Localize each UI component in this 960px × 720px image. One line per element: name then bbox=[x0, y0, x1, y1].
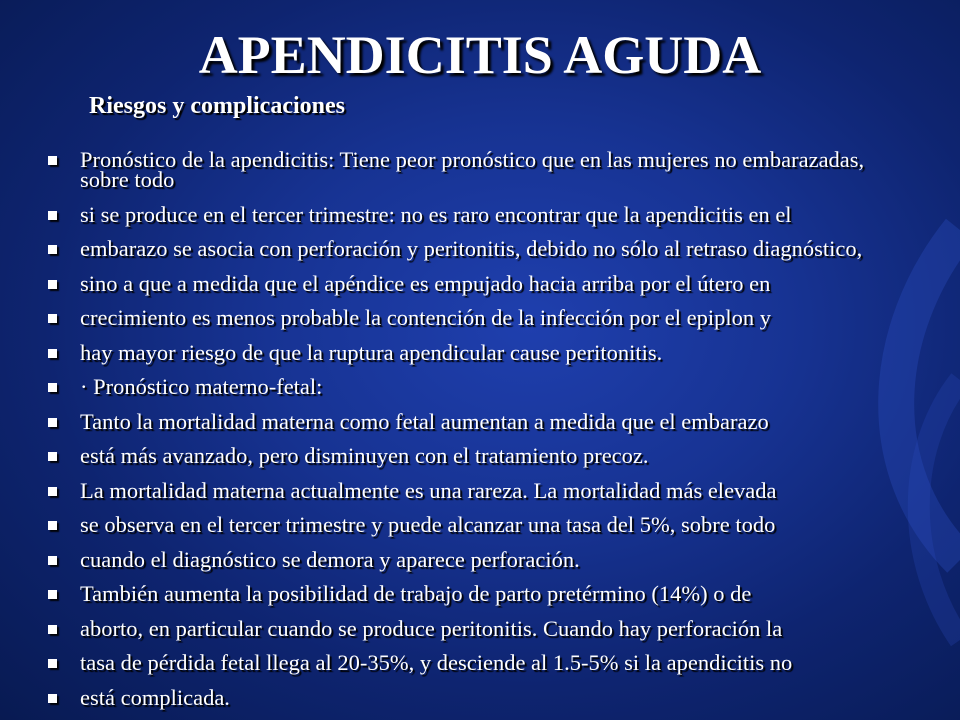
bullet-item bbox=[0, 408, 900, 434]
bullet-item bbox=[0, 443, 900, 468]
bullet-item bbox=[0, 650, 900, 675]
square-bullet-icon bbox=[48, 625, 57, 634]
bullet-text: También aumenta la posibilidad de trabajo de parto pretérmino (14%) o de bbox=[80, 581, 752, 606]
bullet-text: si se produce en el tercer trimestre: no es raro encontrar que la apendicitis en el bbox=[80, 201, 792, 227]
square-bullet-icon bbox=[48, 418, 57, 427]
slide-title: APENDICITIS AGUDA bbox=[198, 25, 762, 85]
bullet-text: embarazo se asocia con perforación y peritonitis, debido no sólo al retraso diagnóstico, bbox=[80, 236, 863, 261]
bullet-item bbox=[0, 615, 900, 641]
square-bullet-icon bbox=[48, 521, 57, 530]
bullet-item bbox=[0, 270, 900, 296]
bullet-item bbox=[0, 147, 900, 192]
bullet-text: está complicada. bbox=[80, 684, 230, 710]
bullet-text: · Pronóstico materno-fetal: bbox=[80, 374, 323, 399]
square-bullet-icon bbox=[48, 349, 57, 358]
square-bullet-icon bbox=[48, 245, 57, 254]
bullet-item bbox=[0, 477, 900, 503]
square-bullet-icon bbox=[48, 314, 57, 323]
square-bullet-icon bbox=[48, 556, 57, 565]
bullet-list bbox=[0, 147, 900, 720]
square-bullet-icon bbox=[48, 590, 57, 599]
bullet-item bbox=[0, 684, 900, 710]
square-bullet-icon bbox=[48, 280, 57, 289]
bullet-text: cuando el diagnóstico se demora y aparece perforación. bbox=[80, 546, 580, 572]
square-bullet-icon bbox=[48, 659, 57, 668]
bullet-text: crecimiento es menos probable la contención de la infección por el epiplon y bbox=[80, 305, 771, 330]
bullet-text: aborto, en particular cuando se produce peritonitis. Cuando hay perforación la bbox=[80, 615, 783, 641]
bullet-item bbox=[0, 581, 900, 606]
bullet-text: Tanto la mortalidad materna como fetal aumentan a medida que el embarazo bbox=[80, 408, 769, 434]
bullet-item bbox=[0, 305, 900, 330]
bullet-item bbox=[0, 512, 900, 537]
bullet-item bbox=[0, 339, 900, 365]
bullet-text: hay mayor riesgo de que la ruptura apendicular cause peritonitis. bbox=[80, 339, 663, 365]
square-bullet-icon bbox=[48, 452, 57, 461]
bullet-text: tasa de pérdida fetal llega al 20-35%, y desciende al 1.5-5% si la apendicitis no bbox=[80, 650, 793, 675]
slide-subtitle: Riesgos y complicaciones bbox=[89, 93, 345, 119]
bullet-item bbox=[0, 546, 900, 572]
square-bullet-icon bbox=[48, 211, 57, 220]
bullet-text: se observa en el tercer trimestre y puede alcanzar una tasa del 5%, sobre todo bbox=[80, 512, 776, 537]
bullet-text: está más avanzado, pero disminuyen con el tratamiento precoz. bbox=[80, 443, 649, 468]
square-bullet-icon bbox=[48, 156, 57, 165]
bullet-item bbox=[0, 236, 900, 261]
square-bullet-icon bbox=[48, 383, 57, 392]
bullet-text: Pronóstico de la apendicitis: Tiene peor pronóstico que en las mujeres no embarazadas, sobre todo bbox=[80, 147, 865, 192]
bullet-text: sino a que a medida que el apéndice es empujado hacia arriba por el útero en bbox=[80, 270, 771, 296]
bullet-item bbox=[0, 374, 900, 399]
square-bullet-icon bbox=[48, 487, 57, 496]
bullet-item bbox=[0, 201, 900, 227]
bullet-text: La mortalidad materna actualmente es una rareza. La mortalidad más elevada bbox=[80, 477, 777, 503]
square-bullet-icon bbox=[48, 694, 57, 703]
